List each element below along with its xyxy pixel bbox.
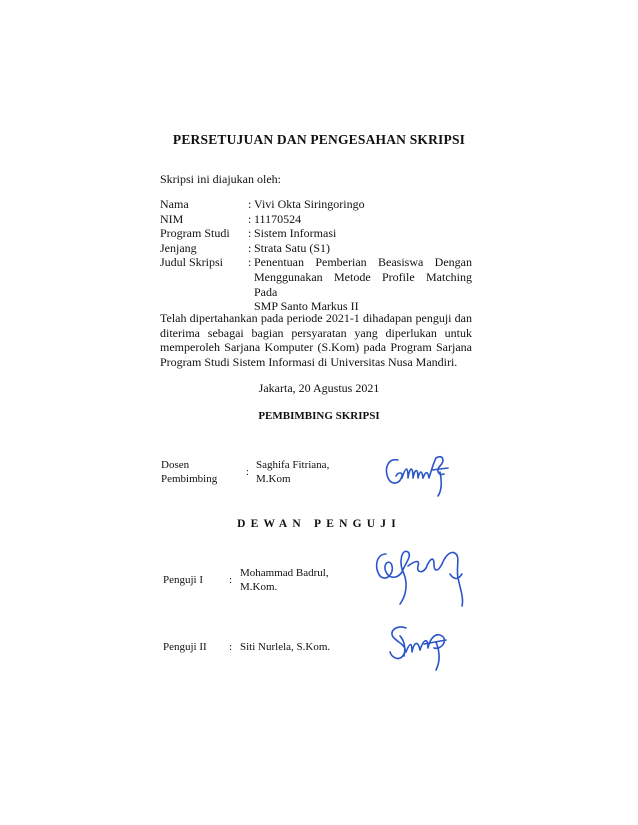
field-program-studi [160, 226, 472, 241]
name-line: M.Kom [256, 473, 291, 485]
signature-image [372, 544, 468, 610]
colon: : [246, 466, 250, 478]
field-value: Vivi Okta Siringoringo [254, 197, 365, 211]
examiner-2-name: Siti Nurlela, S.Kom. [240, 641, 331, 653]
signature-image [382, 452, 462, 498]
thesis-title-line: SMP Santo Markus II [254, 299, 359, 314]
name-line: Mohammad Badrul, [240, 567, 329, 579]
examiner-2-role: Penguji II [163, 641, 207, 653]
field-judul-skripsi [160, 255, 472, 313]
paragraph-line: Telah dipertahankan pada periode 2021-1 dihadapan penguji dan [160, 311, 472, 325]
field-value: Sistem Informasi [254, 226, 337, 241]
field-label: Nama [160, 197, 189, 211]
examiner-1-signature [372, 544, 468, 610]
role-line: Pembimbing [161, 473, 218, 485]
examiner-1-name [240, 566, 329, 594]
colon: : [248, 255, 252, 270]
field-label: Jenjang [160, 240, 197, 255]
field-nim [160, 212, 472, 227]
field-label: Program Studi [160, 226, 230, 241]
examiner-1-role: Penguji I [163, 574, 204, 586]
field-value: Strata Satu (S1) [254, 240, 330, 255]
colon: : [248, 240, 252, 255]
name-line: Saghifa Fitriana, [256, 459, 330, 471]
colon: : [229, 641, 233, 653]
field-value: 11170524 [254, 211, 302, 226]
thesis-title-line: Menggunakan Metode Profile Matching Pada [254, 269, 472, 299]
supervisor-heading: PEMBIMBING SKRIPSI [258, 410, 380, 422]
examiner-2-signature [384, 622, 460, 674]
colon: : [229, 574, 233, 586]
examiners-heading: DEWAN PENGUJI [237, 518, 401, 530]
student-info [160, 197, 472, 314]
thesis-title-line: Penentuan Pemberian Beasiswa Dengan [254, 255, 472, 270]
colon: : [248, 226, 252, 241]
page-title: PERSETUJUAN DAN PENGESAHAN SKRIPSI [172, 132, 466, 147]
role-line: Dosen [161, 459, 190, 471]
paragraph-line: Program Studi Sistem Informasi di Universitas Nusa Mandiri. [160, 354, 458, 369]
field-label: NIM [160, 211, 184, 226]
supervisor-signature [382, 452, 462, 498]
paragraph-line: memperoleh Sarjana Komputer (S.Kom) pada Program Sarjana [160, 340, 472, 355]
field-label: Judul Skripsi [160, 255, 224, 270]
colon: : [248, 211, 252, 226]
approval-paragraph [160, 311, 472, 369]
field-nama [160, 197, 472, 212]
field-jenjang [160, 241, 472, 256]
supervisor-role [161, 458, 217, 486]
signature-image [384, 622, 460, 674]
supervisor-name [256, 458, 329, 486]
date-place: Jakarta, 20 Agustus 2021 [258, 381, 380, 395]
colon: : [248, 197, 252, 211]
intro-text: Skripsi ini diajukan oleh: [160, 172, 281, 186]
name-line: M.Kom. [240, 581, 278, 593]
paragraph-line: diterima sebagai bagian persyaratan yang diperlukan untuk [160, 325, 472, 340]
